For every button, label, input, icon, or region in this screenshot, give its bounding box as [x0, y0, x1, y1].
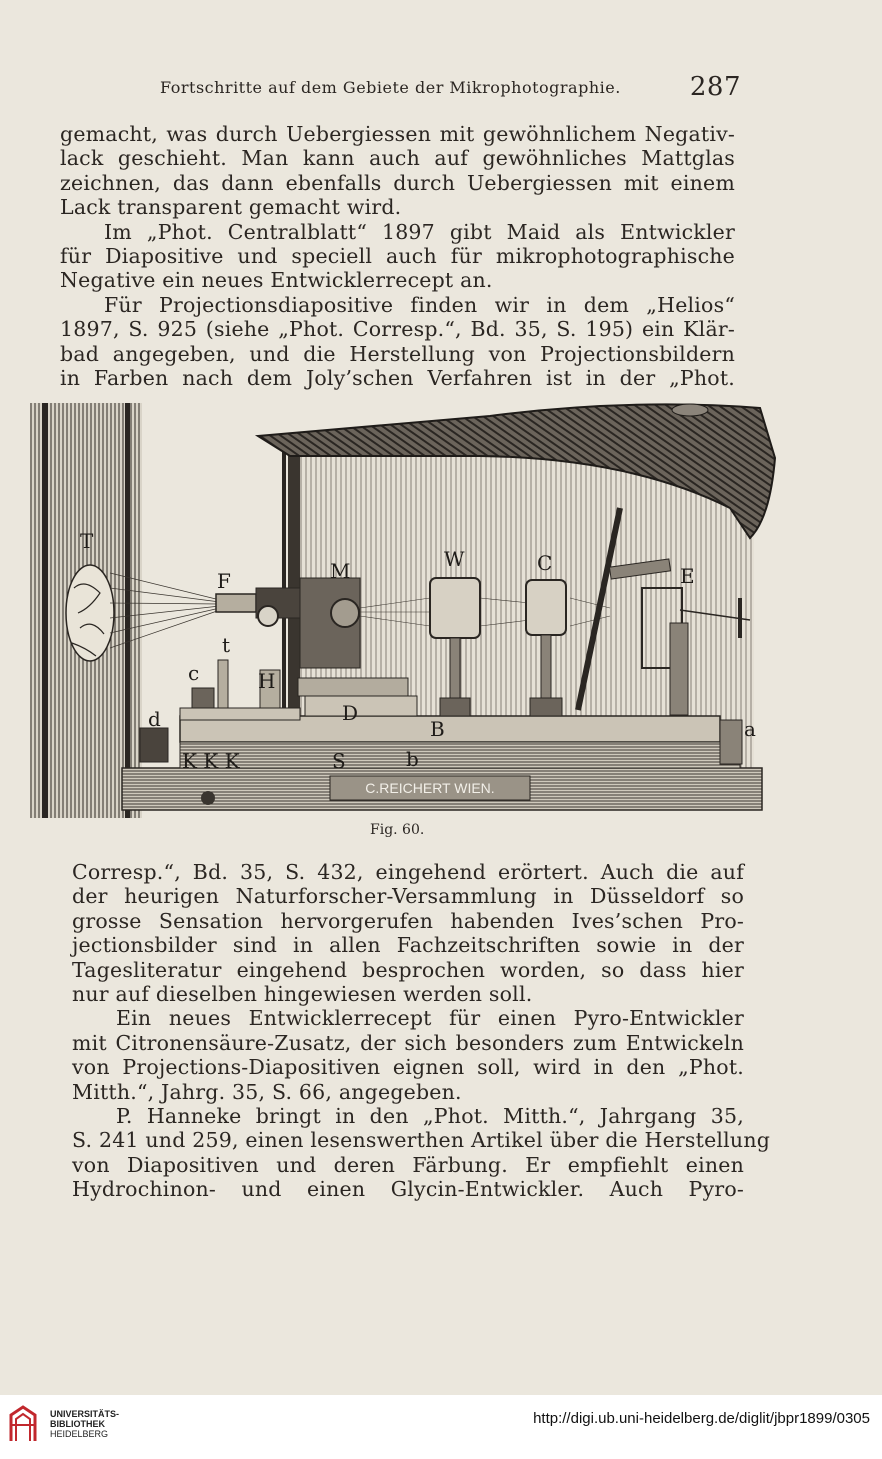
figure-60-projection-apparatus [30, 398, 792, 818]
text-line: Tagesliteratur eingehend besprochen worden, so dass hier [72, 957, 744, 982]
library-logo-icon [8, 1405, 38, 1443]
text-line: in Farben nach dem Joly’schen Verfahren ist in der „Phot. [60, 366, 735, 391]
text-line: Ein neues Entwicklerrecept für einen Pyro-Entwickler [116, 1006, 744, 1031]
label-F: F [217, 569, 231, 593]
apparatus-engraving [30, 398, 792, 818]
label-E: E [680, 564, 695, 588]
text-line: jectionsbilder sind in allen Fachzeitschriften sowie in der [72, 933, 744, 958]
label-W: W [444, 547, 465, 571]
maker-plate-text: C.REICHERT WIEN. [365, 780, 495, 796]
label-D: D [342, 701, 359, 725]
label-t: t [222, 633, 231, 657]
text-line: Negative ein neues Entwicklerrecept an. [60, 268, 493, 293]
text-line: von Projections-Diapositiven eignen soll, wird in den „Phot. [72, 1055, 744, 1080]
logo-line: HEIDELBERG [50, 1429, 109, 1439]
text-line: bad angegeben, und die Herstellung von Projectionsbildern [60, 341, 735, 366]
label-S: S [332, 749, 346, 773]
label-T: T [80, 529, 94, 553]
text-line: S. 241 und 259, einen lesenswerthen Artikel über die Herstellung [72, 1128, 771, 1153]
post-t [218, 660, 228, 710]
logo-line: BIBLIOTHEK [50, 1419, 105, 1429]
stage-D [305, 696, 417, 716]
text-line: 1897, S. 925 (siehe „Phot. Corresp.“, Bd. 35, S. 195) ein Klär- [60, 317, 735, 342]
label-b: b [406, 747, 419, 771]
figure-caption: Fig. 60. [370, 822, 425, 838]
text-line: gemacht, was durch Uebergiessen mit gewöhnlichem Negativ- [60, 122, 735, 146]
text-line: Hydrochinon- und einen Glycin-Entwickler. Auch Pyro- [72, 1177, 744, 1202]
running-header [60, 72, 741, 102]
text-line: zeichnen, das dann ebenfalls durch Uebergiessen mit einem [60, 170, 735, 195]
label-d: d [148, 707, 161, 731]
label-M: M [330, 559, 351, 583]
text-line: Corresp.“, Bd. 35, S. 432, eingehend erörtert. Auch die auf [72, 860, 744, 884]
running-title: Fortschritte auf dem Gebiete der Mikrophotographie. [160, 78, 621, 97]
objective-tube [216, 594, 256, 612]
holder-c [192, 688, 214, 710]
label-B: B [430, 717, 445, 741]
text-line: Mitth.“, Jahrg. 35, S. 66, angegeben. [72, 1079, 462, 1104]
text-line: grosse Sensation hervorgerufen habenden Ives’schen Pro- [72, 908, 744, 933]
projected-image [66, 565, 114, 661]
text-line: für Diapositive und speciell auch für mikrophotographische [60, 244, 735, 269]
text-line: Lack transparent gemacht wird. [60, 195, 402, 220]
label-K: K K K [182, 749, 240, 773]
paragraph-bottom [72, 860, 771, 1202]
logo-line: UNIVERSITÄTS- [50, 1409, 120, 1419]
text-line: der heurigen Naturforscher-Versammlung in Düsseldorf so [72, 884, 744, 909]
cooling-cell-W [430, 578, 480, 638]
knob-d [140, 728, 168, 762]
text-line: nur auf dieselben hingewiesen werden soll. [72, 982, 533, 1007]
text-line: Für Projectionsdiapositive finden wir in dem „Helios“ [104, 292, 735, 317]
label-C: C [537, 551, 553, 575]
text-line: mit Citronensäure-Zusatz, der sich besonders zum Entwickeln [72, 1030, 744, 1055]
label-H: H [258, 669, 276, 693]
text-line: Im „Phot. Centralblatt“ 1897 gibt Maid als Entwickler [104, 219, 735, 244]
text-line: von Diapositiven und deren Färbung. Er empfiehlt einen [72, 1152, 744, 1177]
label-c: c [188, 661, 200, 685]
library-logo-text [50, 1409, 119, 1439]
text-line: lack geschieht. Man kann auch auf gewöhnliches Mattglas [60, 146, 735, 171]
page-number: 287 [689, 72, 741, 102]
text-line: P. Hanneke bringt in den „Phot. Mitth.“, Jahrgang 35, [116, 1104, 744, 1129]
label-a: a [744, 717, 756, 741]
source-url-link[interactable]: http://digi.ub.uni-heidelberg.de/diglit/jbpr1899/0305 [533, 1410, 870, 1427]
paragraph-top [60, 122, 735, 390]
condenser-C [526, 580, 566, 635]
digitization-footer [0, 1395, 882, 1459]
